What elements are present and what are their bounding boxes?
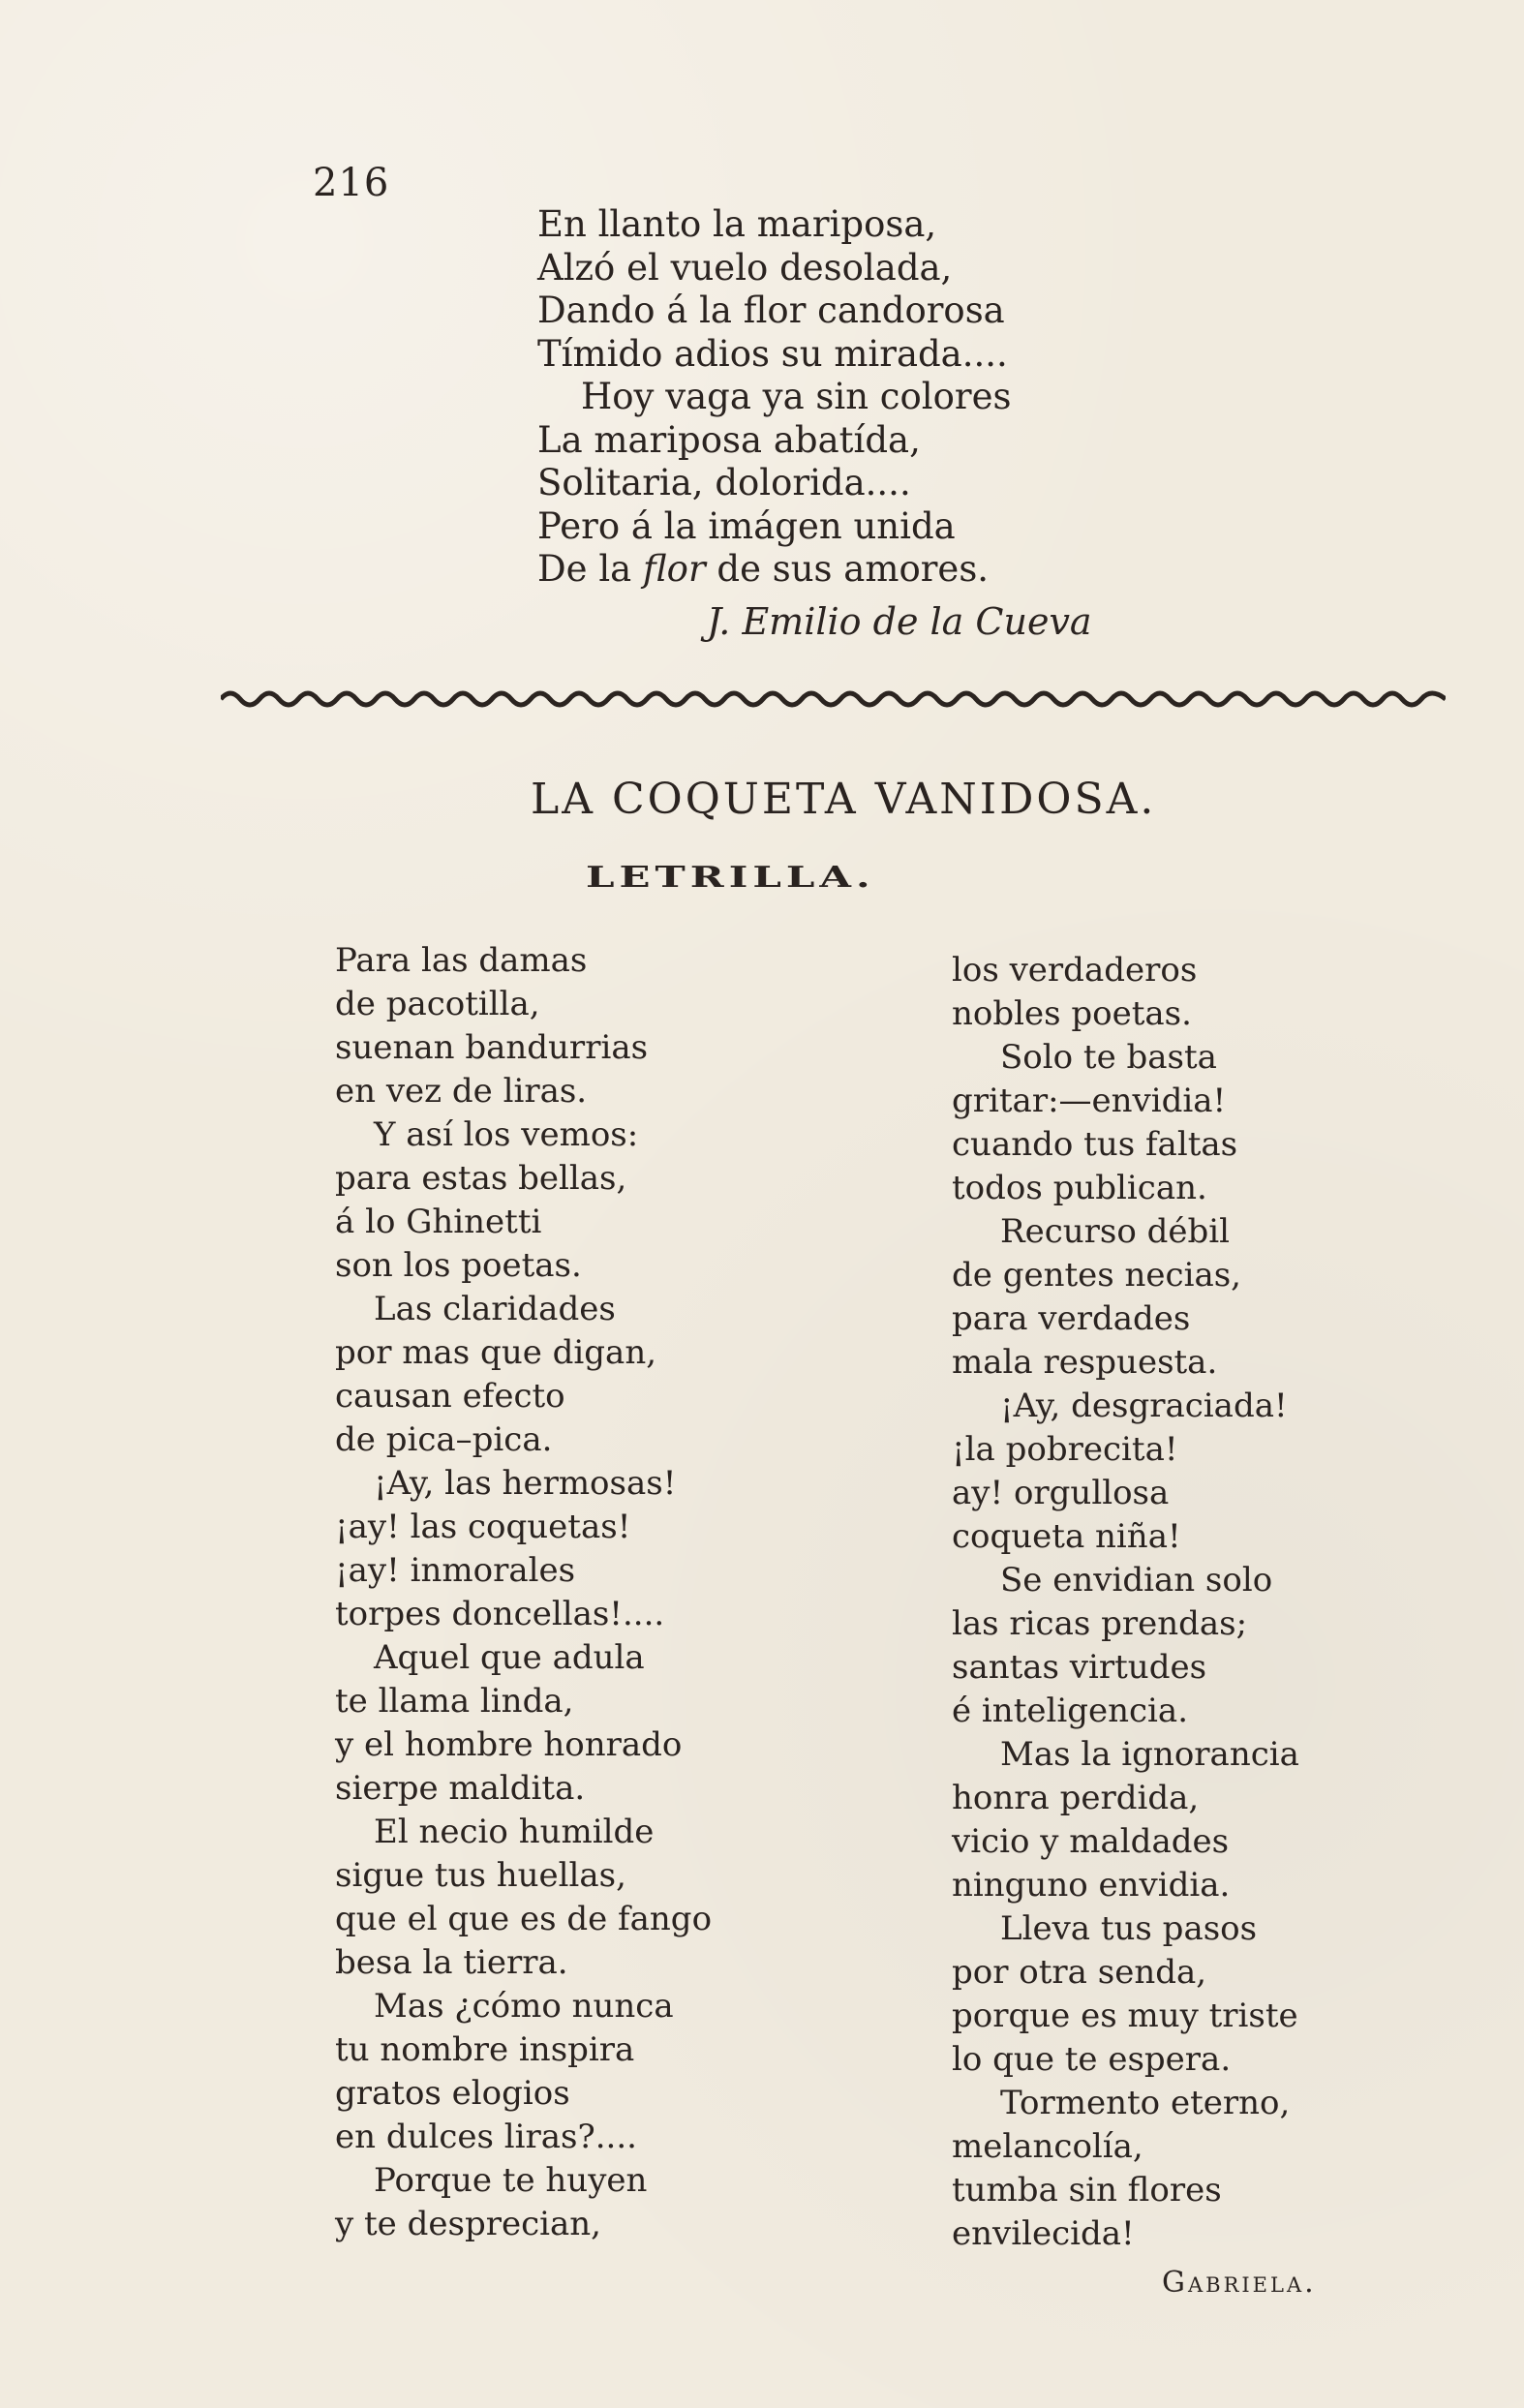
left-line: Aquel que adula bbox=[374, 1638, 645, 1677]
signature: Gabriela. bbox=[1162, 2266, 1317, 2300]
left-line: Para las damas bbox=[335, 941, 588, 980]
left-line: de pacotilla, bbox=[335, 985, 540, 1023]
right-line: todos publican. bbox=[952, 1169, 1207, 1207]
right-line: porque es muy triste bbox=[952, 1997, 1298, 2035]
poem-last-line bbox=[537, 548, 1157, 592]
left-line: tu nombre inspira bbox=[335, 2030, 635, 2069]
poem-line: Alzó el vuelo desolada, bbox=[537, 246, 953, 289]
right-line: é inteligencia. bbox=[952, 1692, 1189, 1730]
left-line: Las claridades bbox=[374, 1290, 616, 1328]
left-line: te llama linda, bbox=[335, 1682, 574, 1721]
left-line: ¡ay! inmorales bbox=[335, 1551, 576, 1590]
left-line: sierpe maldita. bbox=[335, 1769, 586, 1808]
right-line: envilecida! bbox=[952, 2214, 1135, 2253]
right-column bbox=[952, 949, 1358, 2256]
left-line: suenan bandurrias bbox=[335, 1028, 649, 1067]
right-line: coqueta niña! bbox=[952, 1517, 1181, 1556]
right-line: para verdades bbox=[952, 1299, 1191, 1338]
top-poem bbox=[537, 203, 1157, 592]
left-line: á lo Ghinetti bbox=[335, 1203, 542, 1241]
right-line: vicio y maldades bbox=[952, 1822, 1230, 1861]
right-line: gritar:—envidia! bbox=[952, 1082, 1227, 1120]
right-line: ay! orgullosa bbox=[952, 1474, 1170, 1512]
right-line: por otra senda, bbox=[952, 1953, 1207, 1992]
left-line: El necio humilde bbox=[374, 1813, 655, 1851]
poem-last-line-start: De la bbox=[537, 548, 643, 590]
left-line: causan efecto bbox=[335, 1377, 565, 1416]
poem-line: Tímido adios su mirada.... bbox=[537, 332, 1008, 375]
right-line: santas virtudes bbox=[952, 1648, 1207, 1687]
left-line: son los poetas. bbox=[335, 1246, 582, 1285]
right-line: ¡Ay, desgraciada! bbox=[1000, 1387, 1288, 1425]
right-line: ninguno envidia. bbox=[952, 1866, 1231, 1905]
right-line: nobles poetas. bbox=[952, 994, 1192, 1033]
right-line: Solo te basta bbox=[1000, 1038, 1217, 1077]
poem-line: Pero á la imágen unida bbox=[537, 504, 956, 547]
poem-last-line-end: de sus amores. bbox=[705, 548, 990, 590]
right-line: lo que te espera. bbox=[952, 2040, 1232, 2079]
left-line: y el hombre honrado bbox=[335, 1725, 683, 1764]
left-line: Y así los vemos: bbox=[374, 1115, 639, 1154]
right-line: Recurso débil bbox=[1000, 1212, 1231, 1251]
right-line: Tormento eterno, bbox=[1000, 2084, 1291, 2122]
poem-subtitle: LETRILLA. bbox=[586, 860, 875, 895]
left-line: para estas bellas, bbox=[335, 1159, 627, 1198]
left-line: y te desprecian, bbox=[335, 2205, 601, 2243]
left-line: de pica–pica. bbox=[335, 1420, 553, 1459]
wavy-divider bbox=[221, 680, 1446, 718]
left-line: sigue tus huellas, bbox=[335, 1856, 626, 1895]
page-number: 216 bbox=[313, 161, 390, 205]
poem-line: La mariposa abatída, bbox=[537, 418, 921, 461]
right-line: Mas la ignorancia bbox=[1000, 1735, 1299, 1774]
right-line: las ricas prendas; bbox=[952, 1604, 1248, 1643]
right-line: tumba sin flores bbox=[952, 2171, 1222, 2210]
left-line: besa la tierra. bbox=[335, 1943, 568, 1982]
left-line: torpes doncellas!.... bbox=[335, 1595, 665, 1633]
right-line: honra perdida, bbox=[952, 1779, 1200, 1817]
right-line: melancolía, bbox=[952, 2127, 1143, 2166]
left-line: ¡Ay, las hermosas! bbox=[374, 1464, 677, 1503]
right-line: mala respuesta. bbox=[952, 1343, 1218, 1382]
right-line: Se envidian solo bbox=[1000, 1561, 1273, 1600]
poem-line: En llanto la mariposa, bbox=[537, 203, 937, 245]
left-line: en dulces liras?.... bbox=[335, 2118, 637, 2156]
right-line: ¡la pobrecita! bbox=[952, 1430, 1178, 1469]
right-line: de gentes necias, bbox=[952, 1256, 1241, 1295]
poem-author: J. Emilio de la Cueva bbox=[707, 600, 1092, 643]
poem-line: Solitaria, dolorida.... bbox=[537, 462, 911, 503]
left-column bbox=[335, 939, 771, 2246]
left-line: Mas ¿cómo nunca bbox=[374, 1987, 674, 2026]
right-line: cuando tus faltas bbox=[952, 1125, 1238, 1164]
poem-emphasis-word: flor bbox=[642, 548, 706, 590]
right-line: Lleva tus pasos bbox=[1000, 1909, 1258, 1948]
left-line: por mas que digan, bbox=[335, 1333, 657, 1372]
left-line: ¡ay! las coquetas! bbox=[335, 1508, 631, 1546]
poem-title: LA COQUETA VANIDOSA. bbox=[531, 775, 1157, 824]
left-line: que el que es de fango bbox=[335, 1900, 713, 1938]
left-line: Porque te huyen bbox=[374, 2161, 648, 2200]
poem-line: Hoy vaga ya sin colores bbox=[581, 376, 1012, 417]
poem-line: Dando á la flor candorosa bbox=[537, 290, 1005, 331]
right-line: los verdaderos bbox=[952, 951, 1198, 990]
left-line: en vez de liras. bbox=[335, 1072, 588, 1111]
left-line: gratos elogios bbox=[335, 2074, 570, 2113]
